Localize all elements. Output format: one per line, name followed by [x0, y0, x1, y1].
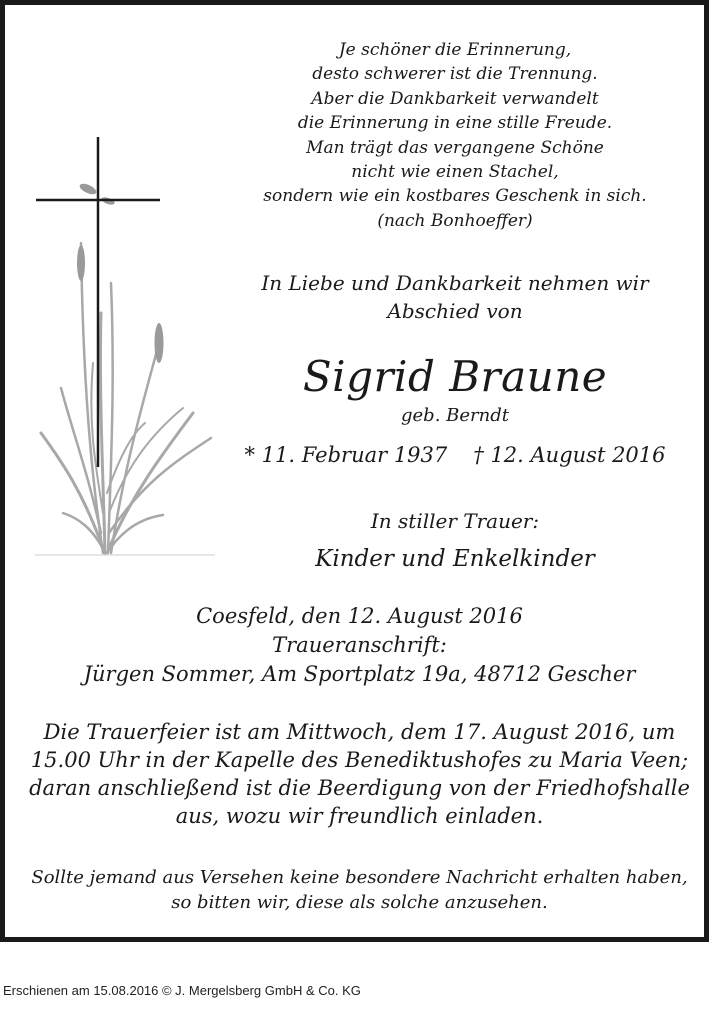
- poem-line: Man trägt das vergangene Schöne: [306, 137, 604, 158]
- mourners: Kinder und Enkelkinder: [315, 546, 595, 572]
- closing-line: Sollte jemand aus Versehen keine besondere Nachricht erhalten haben,: [31, 867, 688, 888]
- poem-line: Je schöner die Erinnerung,: [338, 40, 572, 60]
- cross-icon: [36, 137, 160, 467]
- poem-attribution: (nach Bonhoeffer): [377, 210, 533, 231]
- poem-line: sondern wie ein kostbares Geschenk in sich.: [263, 186, 647, 207]
- publication-footer: Erschienen am 15.08.2016 © J. Mergelsberg GmbH & Co. KG: [3, 983, 361, 998]
- cattail-heads: [77, 182, 164, 363]
- intro-text: [235, 269, 675, 325]
- ceremony-line: Die Trauerfeier ist am Mittwoch, dem 17. August 2016, um: [43, 720, 676, 744]
- reeds-artwork: [41, 243, 211, 553]
- poem-line: desto schwerer ist die Trennung.: [312, 64, 598, 85]
- closing-note: [5, 865, 709, 915]
- cross-and-reeds-illustration: [33, 133, 218, 561]
- mourning-label: In stiller Trauer:: [370, 509, 540, 533]
- ceremony-info: [5, 718, 709, 830]
- deceased-name: Sigrid Braune: [302, 352, 608, 401]
- life-dates: [235, 441, 675, 469]
- ceremony-line: aus, wozu wir freundlich einladen.: [175, 804, 544, 828]
- poem: [235, 38, 675, 233]
- ceremony-line: 15.00 Uhr in der Kapelle des Benediktushofes zu Maria Veen;: [30, 748, 689, 772]
- birth-date: * 11. Februar 1937: [244, 443, 448, 467]
- ceremony-line: daran anschließend ist die Beerdigung von der Friedhofshalle: [29, 776, 690, 800]
- death-date: † 12. August 2016: [473, 443, 666, 467]
- poem-line: die Erinnerung in eine stille Freude.: [297, 113, 613, 134]
- address-label: Traueranschrift:: [272, 633, 447, 657]
- poem-line: nicht wie einen Stachel,: [351, 162, 559, 183]
- place-and-address: [5, 602, 709, 689]
- birth-name: geb. Berndt: [401, 405, 509, 426]
- intro-line: Abschied von: [387, 299, 523, 323]
- mourning-address: Jürgen Sommer, Am Sportplatz 19a, 48712 Gescher: [83, 662, 636, 686]
- poem-line: Aber die Dankbarkeit verwandelt: [311, 88, 599, 109]
- closing-line: so bitten wir, diese als solche anzusehen.: [171, 892, 548, 913]
- intro-line: In Liebe und Dankbarkeit nehmen wir: [261, 271, 649, 295]
- place-date: Coesfeld, den 12. August 2016: [196, 604, 523, 628]
